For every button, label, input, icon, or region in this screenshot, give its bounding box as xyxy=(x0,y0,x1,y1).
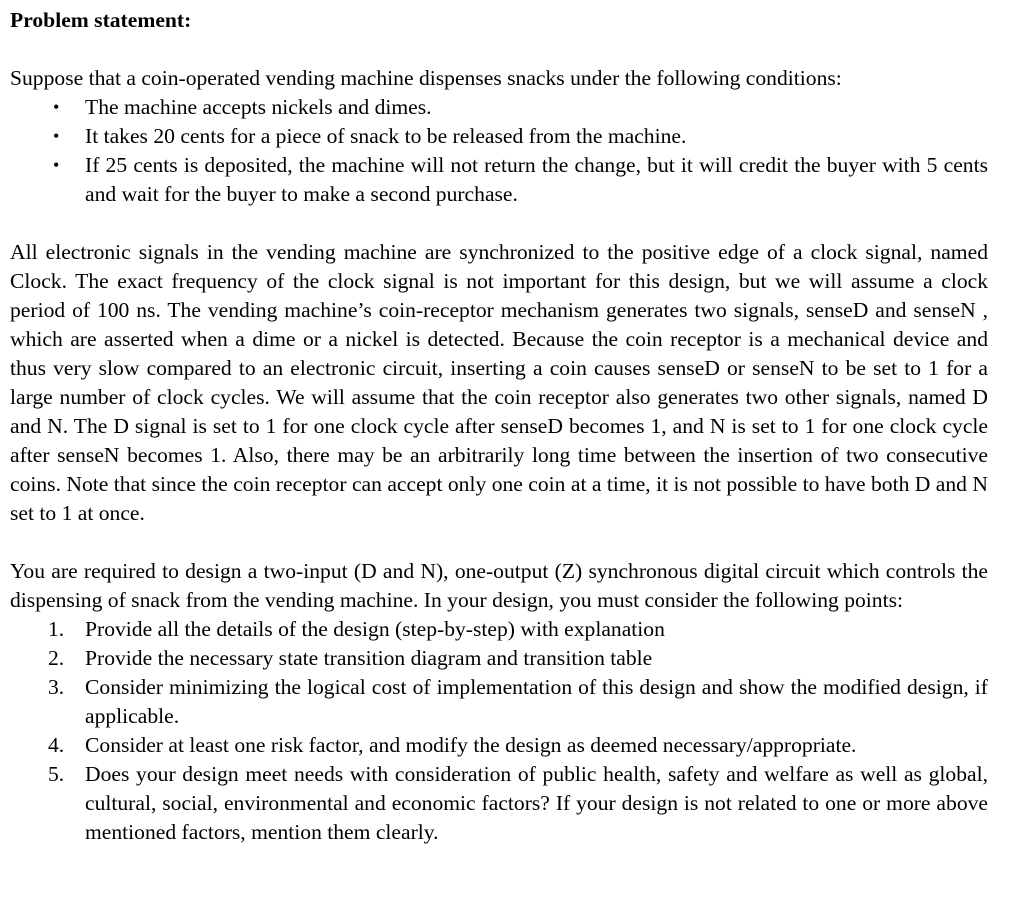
requirement-item xyxy=(10,615,988,644)
signals-paragraph: All electronic signals in the vending machine are synchronized to the positive edge of a clock signal, named Clock. The exact frequency of the clock signal is not important for this design, but we will assume a clock period of 100 ns. The vending machine’s coin-receptor mechanism generates two signals, senseD and senseN , which are asserted when a dime or a nickel is detected. Because the coin receptor is a mechanical device and thus very slow compared to an electronic circuit, inserting a coin causes senseD or senseN to be set to 1 for a large number of clock cycles. We will assume that the coin receptor also generates two other signals, named D and N. The D signal is set to 1 for one clock cycle after senseD becomes 1, and N is set to 1 for one clock cycle after senseN becomes 1. Also, there may be an arbitrarily long time between the insertion of two consecutive coins. Note that since the coin receptor can accept only one coin at a time, it is not possible to have both D and N set to 1 at once. xyxy=(10,240,988,525)
condition-item xyxy=(10,93,988,122)
bullet-icon: • xyxy=(53,97,60,117)
item-number: 3. xyxy=(48,675,65,699)
requirement-text: Provide all the details of the design (step-by-step) with explanation xyxy=(85,617,665,641)
item-number: 1. xyxy=(48,617,65,641)
condition-item xyxy=(10,122,988,151)
intro-paragraph: Suppose that a coin-operated vending machine dispenses snacks under the following conditions: xyxy=(10,66,842,90)
item-number: 2. xyxy=(48,646,65,670)
requirements-list xyxy=(10,615,988,847)
spacer xyxy=(10,528,988,557)
requirement-item xyxy=(10,760,988,847)
requirement-text: Consider minimizing the logical cost of implementation of this design and show the modified design, if applicable. xyxy=(85,675,988,728)
problem-heading: Problem statement: xyxy=(10,8,192,32)
requirement-item xyxy=(10,644,988,673)
condition-text: If 25 cents is deposited, the machine will not return the change, but it will credit the buyer with 5 cents and wait for the buyer to make a second purchase. xyxy=(85,153,988,206)
condition-text: The machine accepts nickels and dimes. xyxy=(85,95,432,119)
condition-text: It takes 20 cents for a piece of snack to be released from the machine. xyxy=(85,124,687,148)
conditions-list xyxy=(10,93,988,209)
requirement-item xyxy=(10,731,988,760)
requirement-text: Consider at least one risk factor, and modify the design as deemed necessary/appropriate. xyxy=(85,733,857,757)
spacer xyxy=(10,209,988,238)
item-number: 4. xyxy=(48,733,65,757)
condition-item xyxy=(10,151,988,209)
requirement-text: Provide the necessary state transition diagram and transition table xyxy=(85,646,653,670)
item-number: 5. xyxy=(48,762,65,786)
requirement-item xyxy=(10,673,988,731)
bullet-icon: • xyxy=(53,155,60,175)
requirement-paragraph: You are required to design a two-input (D and N), one-output (Z) synchronous digital circuit which controls the dispensing of snack from the vending machine. In your design, you must consider the following points: xyxy=(10,559,988,612)
requirement-text: Does your design meet needs with consideration of public health, safety and welfare as well as global, cultural, social, environmental and economic factors? If your design is not related to one or more above mentioned factors, mention them clearly. xyxy=(85,762,988,844)
bullet-icon: • xyxy=(53,126,60,146)
